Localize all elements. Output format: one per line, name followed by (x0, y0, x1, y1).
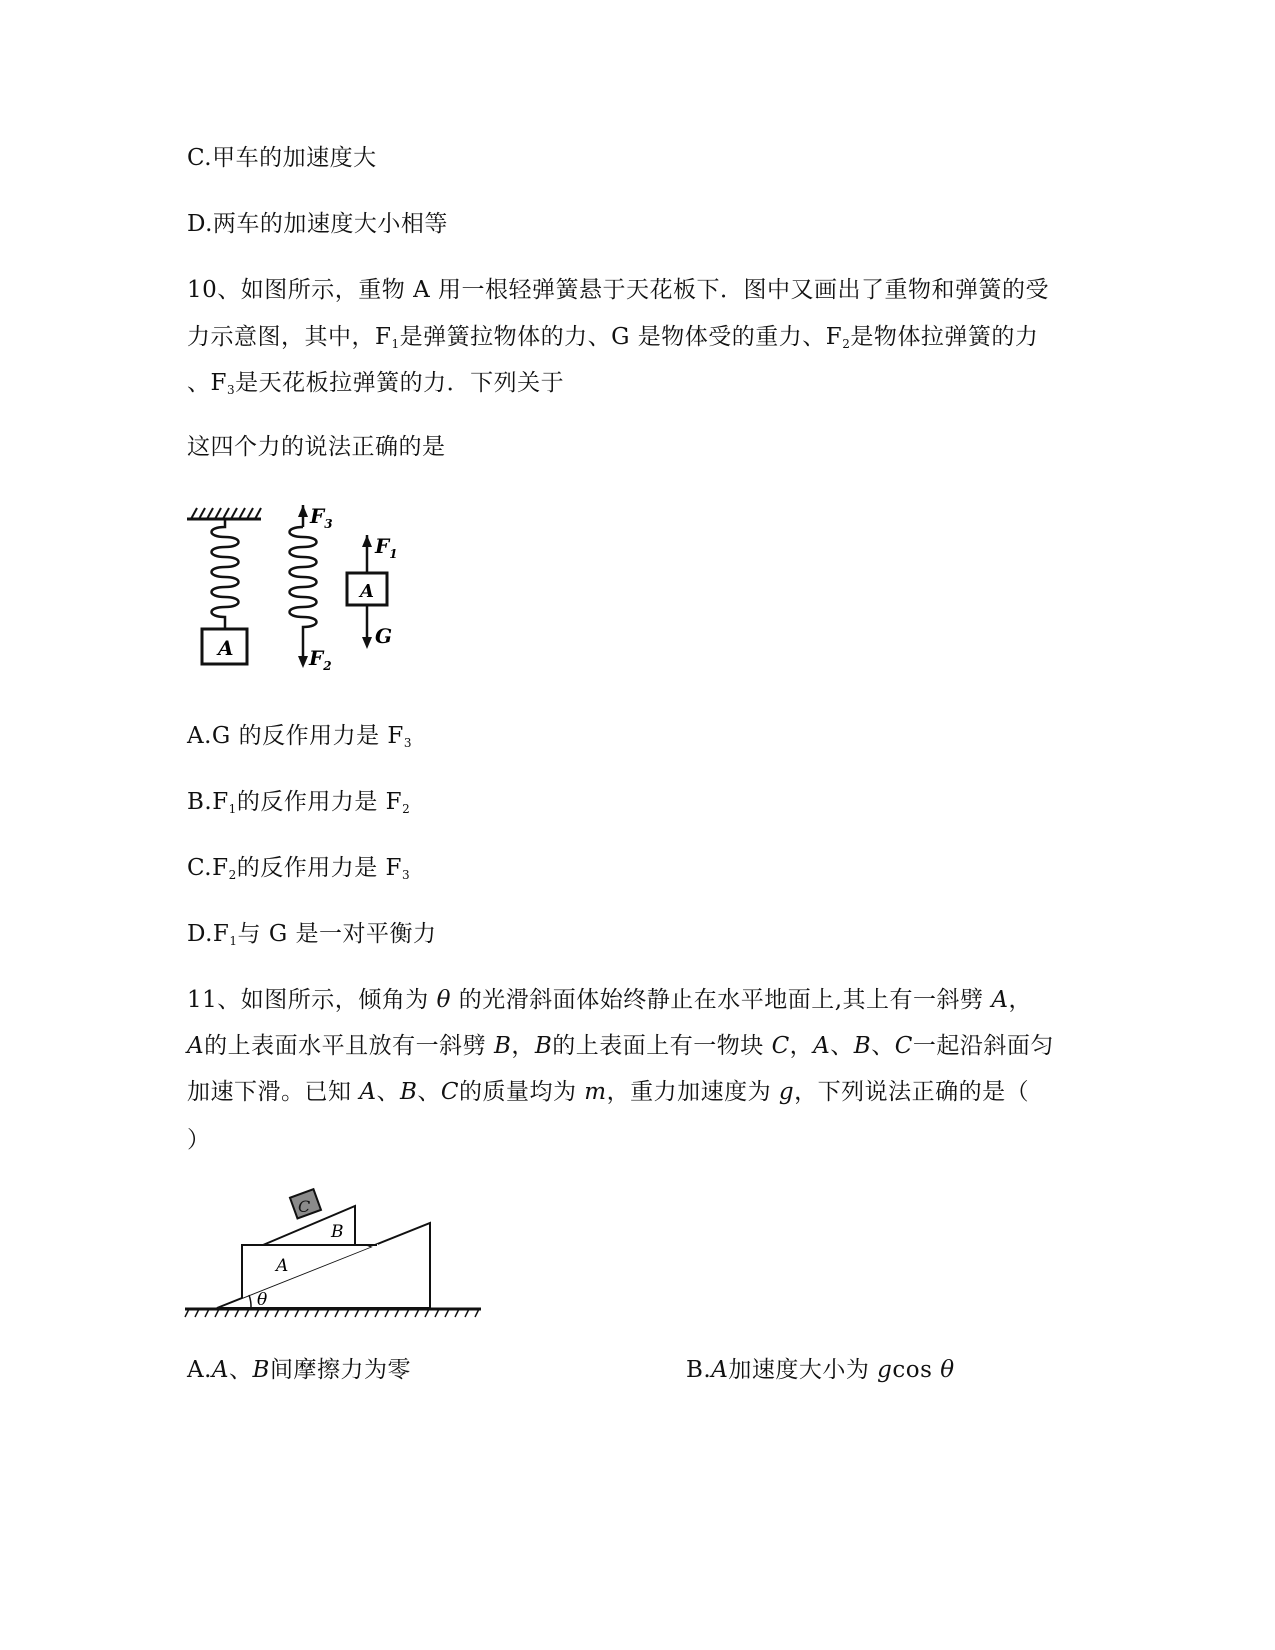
q9-option-d: D.两车的加速度大小相等 (187, 211, 448, 237)
block-a-label: A (360, 581, 374, 602)
math-var: g (877, 1357, 893, 1383)
math-var: A (813, 1033, 831, 1059)
q10-text: 力示意图，其中，F (187, 324, 392, 350)
q11-text: 的上表面上有一物块 (552, 1033, 772, 1059)
ceiling-hatch (191, 508, 261, 519)
q10-option-d (187, 918, 437, 950)
f2-arrow-head (298, 656, 308, 668)
q11-text: ，重力加速度为 (606, 1079, 779, 1105)
free-spring (290, 527, 317, 645)
g-arrow-head (362, 637, 372, 649)
f1-label: $F_1$ (375, 534, 398, 561)
math-var: A (711, 1357, 729, 1383)
math-var: A (187, 1033, 205, 1059)
block-a-label: A (218, 636, 234, 660)
option-text: A. (187, 1357, 212, 1383)
q10-stem-line2 (187, 321, 1038, 353)
option-text: 、 (229, 1357, 253, 1383)
option-text: cos (892, 1357, 941, 1383)
subscript: 2 (402, 802, 411, 816)
math-var: C (771, 1033, 790, 1059)
f1-arrow-head (362, 535, 372, 547)
option-text: B. (686, 1357, 712, 1383)
label-b: B (331, 1222, 344, 1242)
math-var: B (853, 1033, 872, 1059)
q11-option-a (187, 1354, 411, 1386)
f3-arrow-head (298, 505, 308, 517)
math-var: A (211, 1357, 230, 1383)
q11-text: 、 (376, 1079, 400, 1105)
q11-stem-line1 (187, 984, 1032, 1016)
subscript: 1 (391, 337, 400, 351)
q11-stem-line4: ） (187, 1127, 211, 1153)
q11-text: 的质量均为 (458, 1079, 585, 1105)
option-text: B.F (187, 789, 229, 815)
q11-text: ， (789, 1033, 814, 1059)
f2-label: $F_2$ (309, 646, 332, 673)
hanging-spring (212, 519, 239, 629)
q10-text: 是弹簧拉物体的力、G 是物体受的重力、F (399, 324, 843, 350)
label-c: C (298, 1197, 311, 1216)
g-label: G (375, 624, 393, 648)
q10-option-b (187, 786, 410, 818)
label-a: A (276, 1256, 289, 1276)
math-var: θ (940, 1357, 955, 1383)
subscript: 1 (228, 802, 237, 816)
option-text: 间摩擦力为零 (269, 1357, 411, 1383)
q11-stem-line2 (187, 1030, 1054, 1062)
subscript: 2 (228, 868, 237, 882)
q10-text: 、F (187, 370, 227, 396)
subscript: 2 (842, 337, 851, 351)
math-var: B (534, 1033, 553, 1059)
spring-force-diagram (185, 505, 425, 690)
option-text: 加速度大小为 (728, 1357, 878, 1383)
q11-text: 、 (871, 1033, 895, 1059)
q11-text: 11、如图所示，倾角为 (187, 987, 437, 1013)
subscript: 3 (401, 868, 411, 882)
q11-text: 一起沿斜面匀 (912, 1033, 1054, 1059)
math-var: θ (436, 987, 451, 1013)
subscript: 3 (403, 736, 413, 750)
option-text: A.G 的反作用力是 F (187, 723, 404, 749)
option-text: C.F (187, 855, 229, 881)
math-var: B (493, 1033, 512, 1059)
q9-option-c: C.甲车的加速度大 (187, 145, 377, 171)
q11-text: 加速下滑。已知 (187, 1079, 360, 1105)
math-var: B (252, 1357, 270, 1383)
incline-wedge-diagram (185, 1197, 485, 1345)
q10-option-c (187, 852, 410, 884)
q11-stem-line3 (187, 1076, 1029, 1108)
q11-text: ， (1008, 987, 1032, 1013)
q10-stem-line4: 这四个力的说法正确的是 (187, 434, 446, 460)
q11-text: ， (511, 1033, 535, 1059)
q10-stem-line3 (187, 367, 564, 399)
q11-text: 的上表面水平且放有一斜劈 (204, 1033, 494, 1059)
q11-text: 的光滑斜面体始终静止在水平地面上,其上有一斜劈 (450, 987, 992, 1013)
q11-text: 、 (830, 1033, 854, 1059)
math-var: A (991, 987, 1009, 1013)
q11-text: 、 (417, 1079, 441, 1105)
subscript: 1 (229, 934, 238, 948)
q10-option-a (187, 720, 412, 752)
subscript: 3 (226, 383, 236, 397)
math-var: g (778, 1079, 795, 1105)
option-text: 与 G 是一对平衡力 (237, 921, 437, 947)
option-text: D.F (187, 921, 230, 947)
option-text: 的反作用力是 F (236, 855, 402, 881)
q10-stem-line1: 10、如图所示，重物 A 用一根轻弹簧悬于天花板下．图中又画出了重物和弹簧的受 (187, 277, 1049, 303)
f3-label: $F_3$ (310, 504, 333, 531)
option-text: 的反作用力是 F (236, 789, 403, 815)
q11-option-b (686, 1354, 955, 1386)
q11-text: ，下列说法正确的是（ (794, 1079, 1030, 1105)
math-var: C (440, 1079, 459, 1105)
theta-label: θ (257, 1290, 268, 1310)
math-var: A (359, 1079, 377, 1105)
math-var: B (399, 1079, 418, 1105)
q10-text: 是天花板拉弹簧的力．下列关于 (235, 370, 565, 396)
math-var: m (584, 1079, 607, 1105)
q10-text: 是物体拉弹簧的力 (850, 324, 1039, 350)
math-var: C (894, 1033, 913, 1059)
